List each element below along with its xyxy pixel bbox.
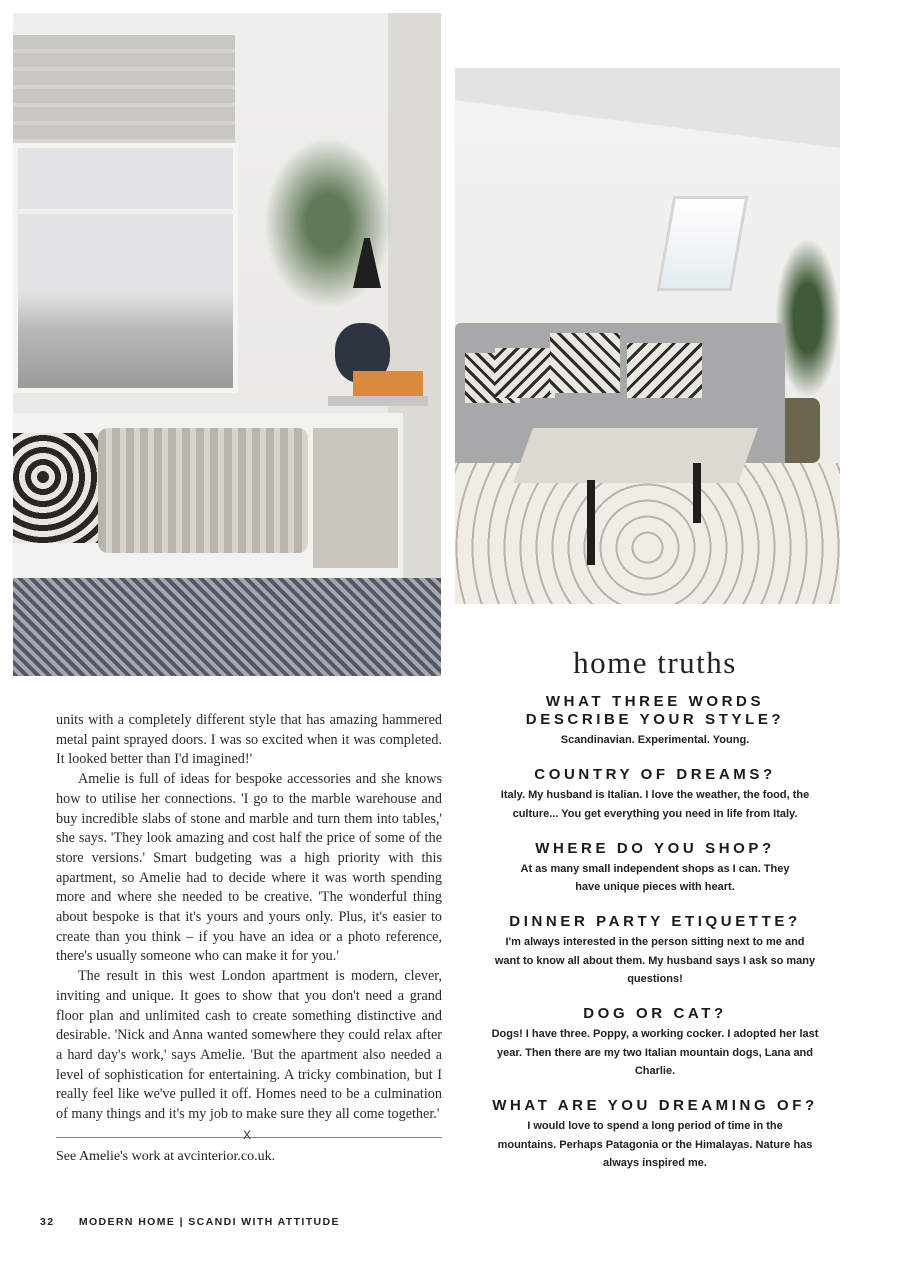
window-sash (13, 209, 235, 214)
cushion (495, 348, 555, 398)
divider-mark: X (243, 1128, 252, 1142)
answer: I would love to spend a long period of time in the mountains. Perhaps Patagonia or the Himalayas. Nature has always inspired me. (497, 1120, 813, 1169)
body-paragraph: The result in this west London apartment is modern, clever, inviting and unique. It goes to show that you don't need a grand floor plan and unlimited cash to create something distinctive and desirable. 'Nick and Anna wanted somewhere they could relax after a hard day's work,' says Amelie. 'But the apartment also needed a level of sophistication for entertaining. A tricky combination, but I really feel like we've pulled it off. Homes need to be a culmination of many things and it's my job to make sure they all come together.' (56, 968, 442, 1123)
throw-blanket (13, 578, 441, 676)
window (13, 143, 238, 393)
living-room-photo (455, 68, 840, 604)
rug (455, 463, 840, 604)
table-leg (587, 480, 595, 565)
marble-shelf (328, 396, 428, 406)
body-paragraph: units with a completely different style that has amazing hammered metal paint sprayed doors. I was so excited when it was completed. It looked better than I'd imagined!' (56, 712, 442, 768)
headboard (313, 428, 398, 568)
sidebar-title: home truths (573, 645, 737, 680)
credit-line: See Amelie's work at avcinterior.co.uk. (56, 1149, 276, 1164)
page-footer (40, 1216, 340, 1228)
question: WHERE DO YOU SHOP? (535, 839, 775, 857)
question: DINNER PARTY ETIQUETTE? (509, 913, 801, 931)
cushion (550, 333, 620, 393)
fringed-cushion (98, 428, 308, 553)
answer: Italy. My husband is Italian. I love the weather, the food, the culture... You get everything you need in life from Italy. (500, 789, 810, 820)
question: WHAT THREE WORDS DESCRIBE YOUR STYLE? (525, 693, 785, 728)
answer: Dogs! I have three. Poppy, a working cocker. I adopted her last year. Then there are my two Italian mountain dogs, Lana and Charlie. (491, 1028, 819, 1077)
marble-coffee-table (513, 428, 758, 483)
table-leg (693, 463, 701, 523)
cushion (627, 343, 702, 398)
page-number: 32 (40, 1216, 55, 1228)
body-paragraph: Amelie is full of ideas for bespoke accessories and she knows how to utilise her connections. 'I go to the marble warehouse and buy incredible slabs of stone and marble and turn them into tables,' she says. 'They look amazing and cost half the price of some of the store versions.' Smart budgeting was a high priority with this apartment, so Amelie had to decide where it was worth spending more and where she needed to be creative. 'The wonderful thing about bespoke is that it's yours and yours only. Plus, it's easier to create than you think – if you have an idea or a photo reference, there's usually someone who can make it for you.' (56, 771, 442, 965)
answer: I'm always interested in the person sitting next to me and want to know all about them. My husband says I ask so many questions! (494, 936, 816, 986)
question: DOG OR CAT? (583, 1005, 727, 1023)
question: COUNTRY OF DREAMS? (534, 766, 776, 784)
question: WHAT ARE YOU DREAMING OF? (492, 1097, 818, 1115)
answer: Scandinavian. Experimental. Young. (560, 734, 750, 746)
roman-blind (13, 35, 235, 143)
plant (253, 123, 403, 323)
skylight (657, 196, 749, 291)
sloped-ceiling (455, 68, 840, 148)
section-title: MODERN HOME | SCANDI WITH ATTITUDE (78, 1216, 340, 1228)
article-body (56, 711, 442, 1125)
answer: At as many small independent shops as I can. They have unique pieces with heart. (520, 862, 790, 894)
bedroom-photo (13, 13, 441, 676)
home-truths-sidebar (470, 645, 840, 1189)
